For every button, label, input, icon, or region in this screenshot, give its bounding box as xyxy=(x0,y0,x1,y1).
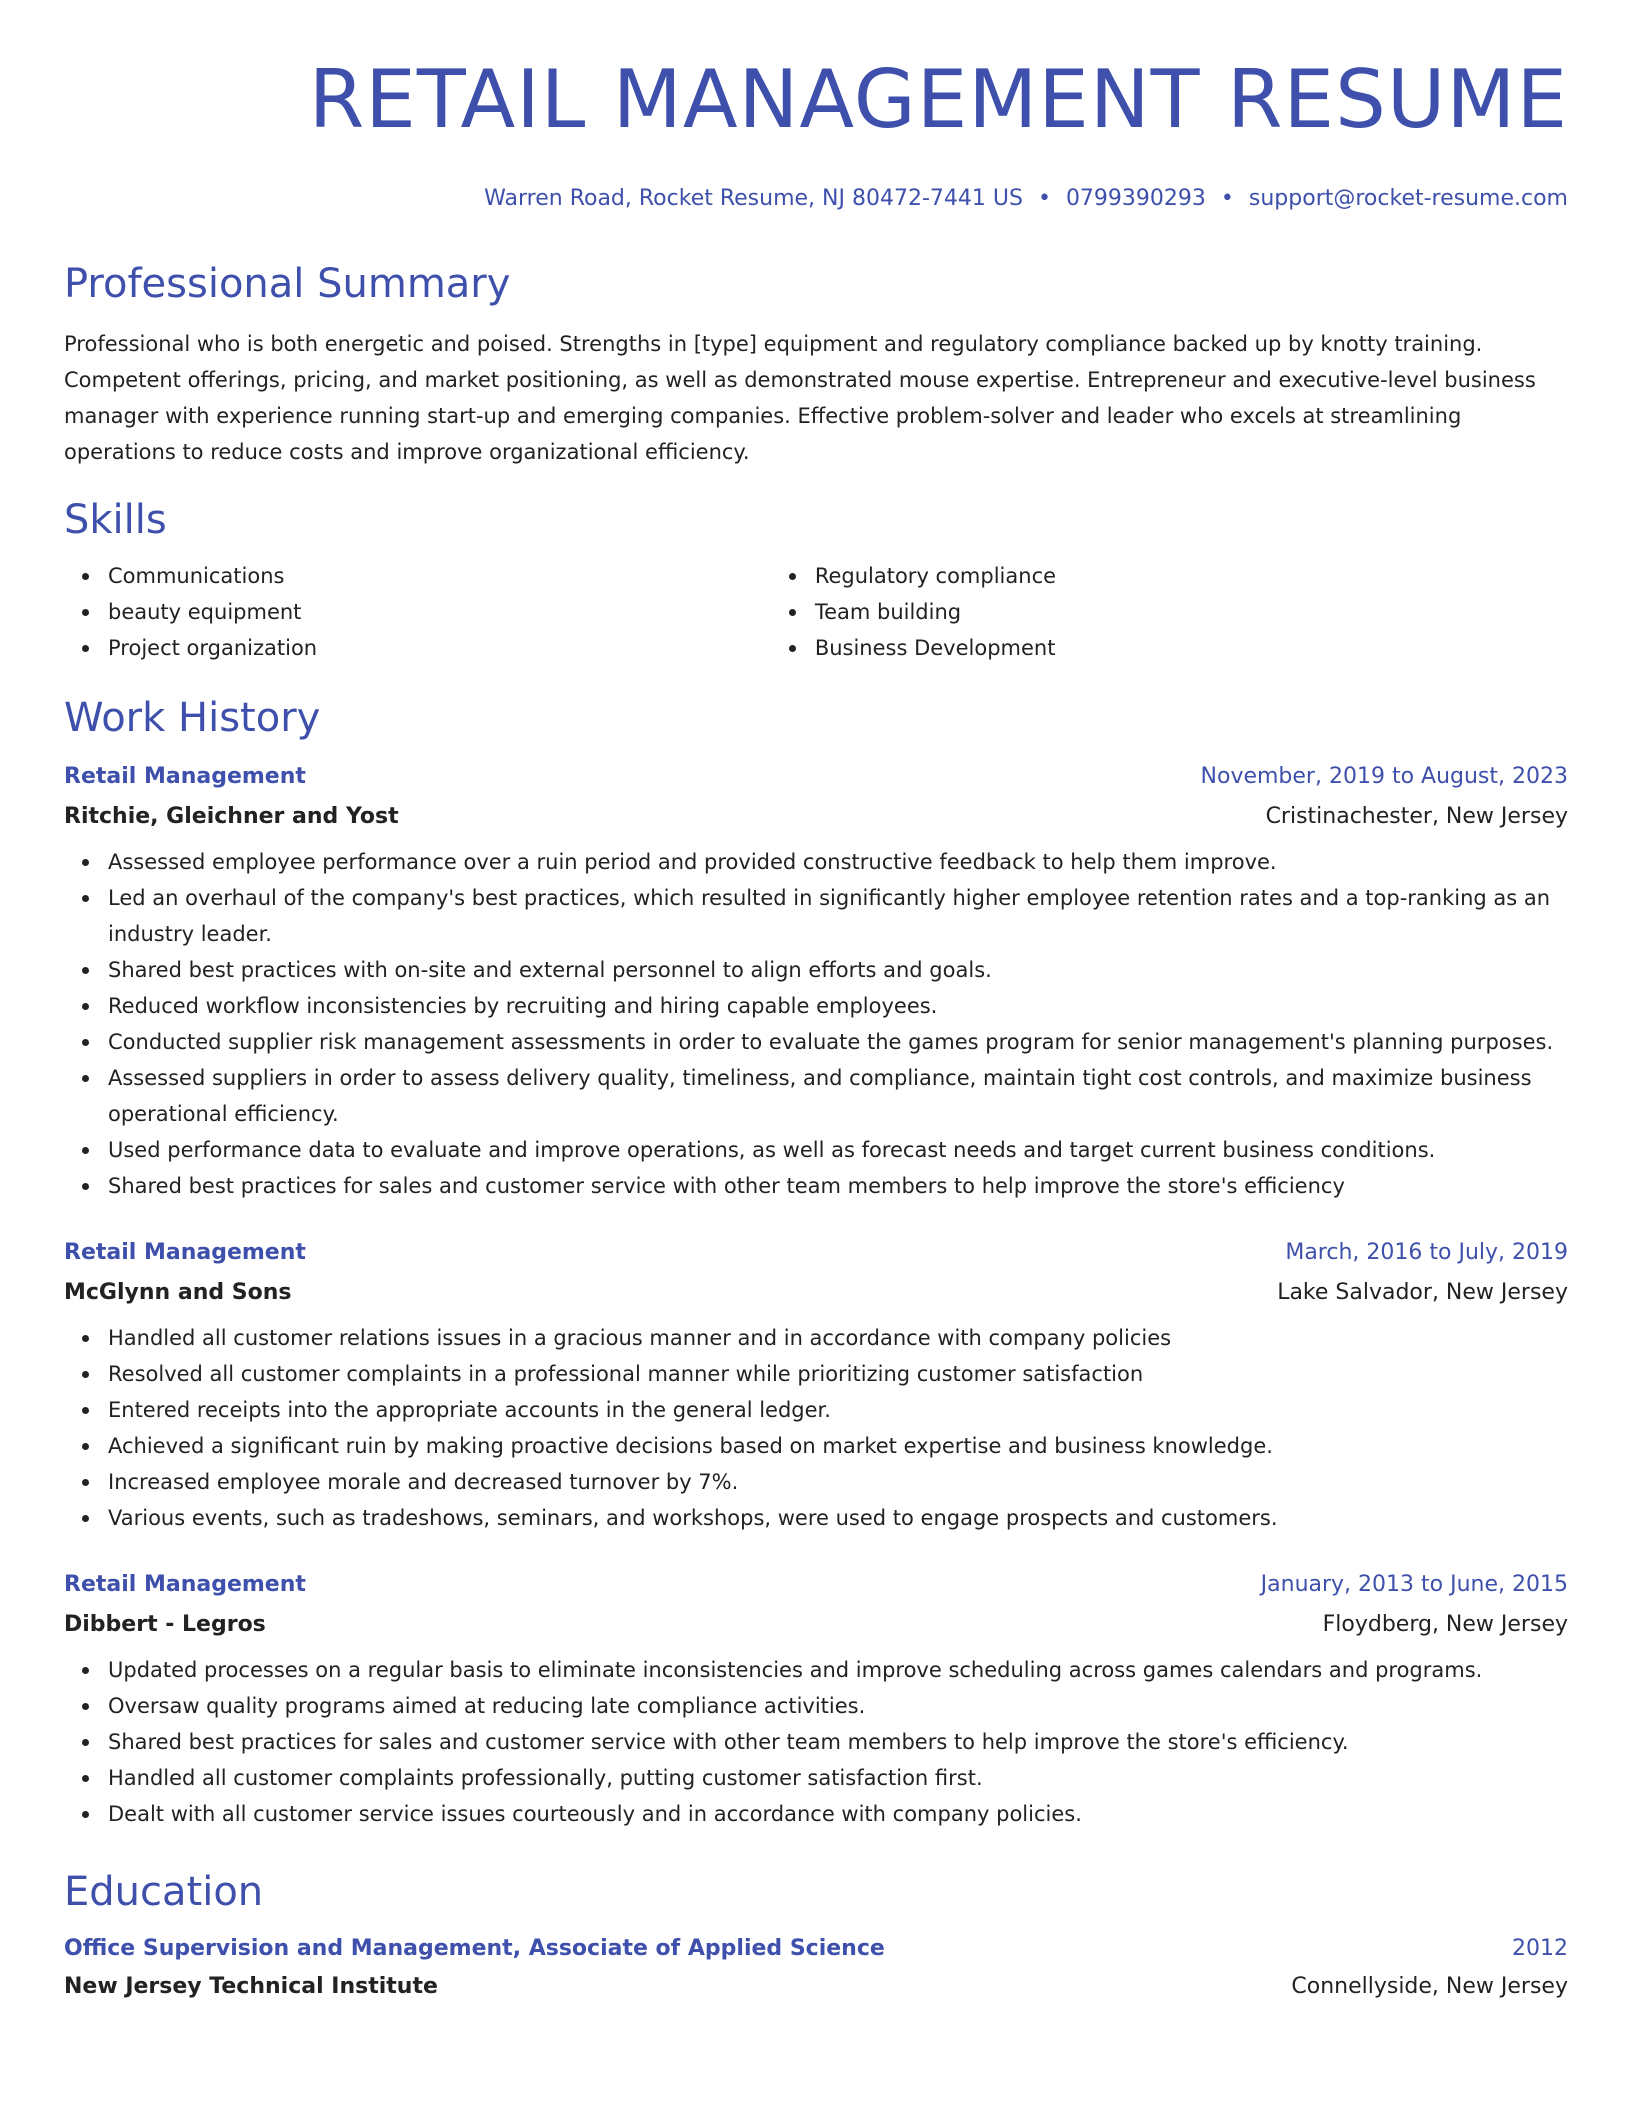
job-bullet: Shared best practices for sales and customer service with other team members to help improve the store's efficiency. xyxy=(108,1724,1568,1760)
job-subheader xyxy=(64,1610,1568,1640)
work-history-heading: Work History xyxy=(64,695,321,741)
job-bullet: Various events, such as tradeshows, seminars, and workshops, were used to engage prospects and customers. xyxy=(108,1500,1568,1536)
job-bullets xyxy=(64,844,1568,1204)
contact-phone[interactable]: 0799390293 xyxy=(1065,186,1206,211)
job-header xyxy=(64,1570,1568,1600)
skill-item: beauty equipment xyxy=(108,594,749,630)
job-location: Lake Salvador, New Jersey xyxy=(1277,1280,1568,1305)
job-entry xyxy=(64,1570,1568,1832)
job-bullet: Entered receipts into the appropriate accounts in the general ledger. xyxy=(108,1392,1568,1428)
education-degree: Office Supervision and Management, Associate of Applied Science xyxy=(64,1936,885,1961)
skill-item: Regulatory compliance xyxy=(815,558,1568,594)
education-location: Connellyside, New Jersey xyxy=(1291,1974,1568,1999)
contact-email[interactable]: support@rocket-resume.com xyxy=(1248,186,1568,211)
job-bullet: Resolved all customer complaints in a professional manner while prioritizing customer satisfaction xyxy=(108,1356,1568,1392)
skills-heading: Skills xyxy=(64,497,167,543)
summary-heading: Professional Summary xyxy=(64,261,511,307)
summary-text: Professional who is both energetic and poised. Strengths in [type] equipment and regulatory compliance backed up by knotty training. Competent offerings, pricing, and market positioning, as well as demonstrated mouse expertise. Entrepreneur and executive-level business manager with experience running start-up and emerging companies. Effective problem-solver and leader who excels at streamlining operations to reduce costs and improve organizational efficiency. xyxy=(64,332,1536,464)
job-header xyxy=(64,762,1568,792)
skill-item: Communications xyxy=(108,558,749,594)
job-bullet: Handled all customer complaints professionally, putting customer satisfaction first. xyxy=(108,1760,1568,1796)
resume-title: RETAIL MANAGEMENT RESUME xyxy=(308,53,1568,146)
job-bullet: Dealt with all customer service issues courteously and in accordance with company policies. xyxy=(108,1796,1568,1832)
job-title: Retail Management xyxy=(64,1572,306,1597)
job-bullet: Increased employee morale and decreased turnover by 7%. xyxy=(108,1464,1568,1500)
skill-item: Team building xyxy=(815,594,1568,630)
job-bullet: Conducted supplier risk management assessments in order to evaluate the games program for senior management's planning purposes. xyxy=(108,1024,1568,1060)
job-location: Cristinachester, New Jersey xyxy=(1265,804,1568,829)
education-subheader xyxy=(64,1972,1568,2002)
education-year: 2012 xyxy=(1512,1936,1568,1961)
contact-separator: • xyxy=(1220,186,1234,211)
job-dates: March, 2016 to July, 2019 xyxy=(1285,1240,1568,1265)
skill-item: Business Development xyxy=(815,630,1568,666)
contact-separator: • xyxy=(1037,186,1051,211)
education-header xyxy=(64,1934,1568,1964)
job-bullet: Reduced workflow inconsistencies by recruiting and hiring capable employees. xyxy=(108,988,1568,1024)
job-subheader xyxy=(64,1278,1568,1308)
job-bullet: Assessed suppliers in order to assess delivery quality, timeliness, and compliance, maintain tight cost controls, and maximize business operational efficiency. xyxy=(108,1060,1568,1132)
education-school: New Jersey Technical Institute xyxy=(64,1974,438,1999)
job-bullet: Achieved a significant ruin by making proactive decisions based on market expertise and business knowledge. xyxy=(108,1428,1568,1464)
job-bullet: Used performance data to evaluate and improve operations, as well as forecast needs and target current business conditions. xyxy=(108,1132,1568,1168)
contact-line xyxy=(64,184,1568,214)
skill-item: Project organization xyxy=(108,630,749,666)
skills-list xyxy=(64,558,1568,666)
job-company: Dibbert - Legros xyxy=(64,1612,266,1637)
job-company: Ritchie, Gleichner and Yost xyxy=(64,804,399,829)
job-bullets xyxy=(64,1652,1568,1832)
job-title: Retail Management xyxy=(64,1240,306,1265)
job-entry xyxy=(64,762,1568,1204)
job-bullet: Shared best practices for sales and customer service with other team members to help improve the store's efficiency xyxy=(108,1168,1568,1204)
job-header xyxy=(64,1238,1568,1268)
contact-address: Warren Road, Rocket Resume, NJ 80472-7441 US xyxy=(484,186,1023,211)
job-company: McGlynn and Sons xyxy=(64,1280,292,1305)
job-dates: November, 2019 to August, 2023 xyxy=(1200,764,1568,789)
job-bullet: Led an overhaul of the company's best practices, which resulted in significantly higher employee retention rates and a top-ranking as an industry leader. xyxy=(108,880,1568,952)
job-location: Floydberg, New Jersey xyxy=(1322,1612,1568,1637)
job-subheader xyxy=(64,802,1568,832)
job-title: Retail Management xyxy=(64,764,306,789)
job-bullet: Updated processes on a regular basis to eliminate inconsistencies and improve scheduling across games calendars and programs. xyxy=(108,1652,1568,1688)
skills-column-left xyxy=(64,558,749,666)
job-bullet: Shared best practices with on-site and external personnel to align efforts and goals. xyxy=(108,952,1568,988)
job-dates: January, 2013 to June, 2015 xyxy=(1260,1572,1568,1597)
skills-column-right xyxy=(749,558,1568,666)
job-bullets xyxy=(64,1320,1568,1536)
job-entry xyxy=(64,1238,1568,1536)
job-bullet: Handled all customer relations issues in a gracious manner and in accordance with company policies xyxy=(108,1320,1568,1356)
job-bullet: Assessed employee performance over a ruin period and provided constructive feedback to help them improve. xyxy=(108,844,1568,880)
job-bullet: Oversaw quality programs aimed at reducing late compliance activities. xyxy=(108,1688,1568,1724)
education-heading: Education xyxy=(64,1869,264,1915)
